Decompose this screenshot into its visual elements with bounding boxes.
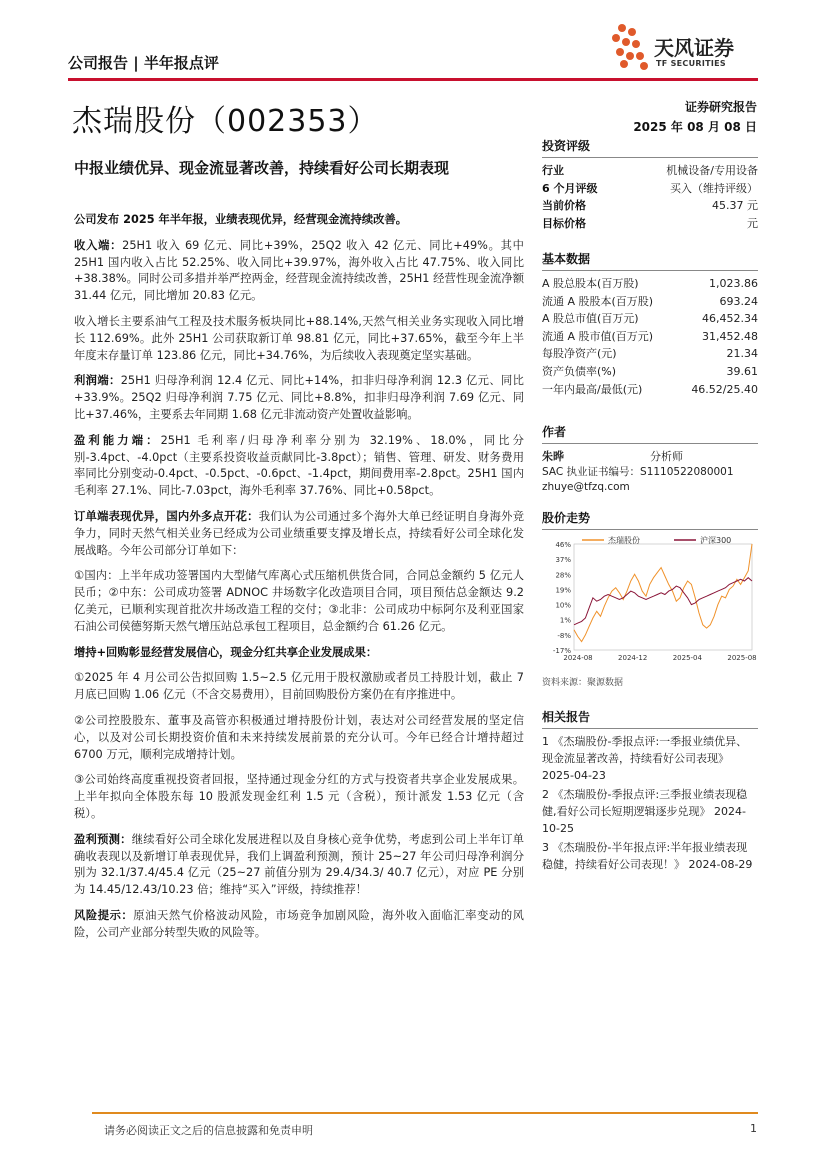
x-tick-label: 2025-04 [672,654,702,662]
y-tick-label: 28% [555,571,571,580]
author-role: 分析师 [650,450,683,463]
tf-securities-logo [610,22,760,72]
y-tick-label: 37% [555,556,571,565]
buyback-paragraph: ①2025 年 4 月公司公告拟回购 1.5~2.5 亿元用于股权激励或者员工持股计划，截止 7 月底已回购 1.06 亿元（不含交易费用），目前回购股份方案仍在有序推进中。 [74,671,524,702]
related-report-item[interactable]: 1 《杰瑞股份-季报点评:一季报业绩优异、现金流显著改善，持续看好公司表现》 2025-04-23 [542,735,748,782]
forecast-paragraph: 盈利预测：继续看好公司全球化发展进程以及自身核心竞争优势，考虑到公司上半年订单确收表现以及新增订单表现优异，我们上调盈利预测，预计 25~27 年公司归母净利润分别为 32.1/37.4/45.4 亿元（25~27 前值分别为 29.4/34.3/ 40.7 亿元），对应 PE 分别为 14.45/12.43/10.23 倍；维持“买入”评级，持续推荐！ [74,832,524,897]
report-headline: 中报业绩优异、现金流显著改善，持续看好公司长期表现 [74,159,450,177]
holding-paragraph: ②公司控股股东、董事及高管亦积极通过增持股份计划，表达对公司经营发展的坚定信心，以及对公司长期投资价值和未来持续发展前景的充分认可。今年已经合计增持超过 6700 万元，顺利完成增持计划。 [74,713,524,761]
logo-text-en: TF SECURITIES [656,59,726,68]
revenue-paragraph: 收入端：25H1 收入 69 亿元、同比+39%，25Q2 收入 42 亿元、同比+49%。其中 25H1 国内收入占比 52.25%、收入同比+39.97%，海外收入占比 47.75%、收入同比+38.38%。同时公司多措并举严控两金，经营现金流持续改善，25H1 经营性现金流净额 31.44 亿元，同比增加 20.83 亿元。 [74,238,524,303]
basic-data-row: A 股总股本(百万股) 1,023.86 [542,277,758,290]
chart-frame [574,544,752,650]
header-divider [68,78,758,81]
rating-row: 行业 机械设备/专用设备 [542,164,758,177]
y-tick-label: -17% [552,647,571,655]
footer-disclaimer: 请务必阅读正文之后的信息披露和免责申明 [104,1124,313,1137]
series-line-0 [574,544,752,642]
stock-price-chart [542,534,758,670]
logo-text-cn: 天风证券 [654,36,734,60]
revenue-detail-paragraph: 收入增长主要系油气工程及技术服务板块同比+88.14%,天然气相关业务实现收入同比增长 112.69%。此外 25H1 公司获取新订单 98.81 亿元，同比+37.65%，截至今年上半年度末存量订单 123.86 亿元，同比+34.76%，为后续收入表现奠定坚实基础。 [74,314,524,362]
related-reports-section [542,708,758,875]
rating-section [542,137,758,232]
basic-data-section [542,250,758,398]
orders-detail-paragraph: ①国内：上半年成功签署国内大型储气库离心式压缩机供货合同，合同总金额约 5 亿元人民币；②中东：公司成功签署 ADNOC 井场数字化改造项目合同，项目预估总金额达 9.2 亿美元，已顺利实现首批次井场改造工程的交付；③北非：公司成功中标阿尔及利亚国家石油公司侯德努斯天然气增压站总承包工程项目，总金额约合 61.26 亿元。 [74,569,524,633]
x-tick-label: 2024-08 [563,654,593,662]
legend-label-0: 杰瑞股份 [608,536,640,545]
x-tick-label: 2024-12 [618,654,648,662]
intro-paragraph: 公司发布 2025 年半年报，业绩表现优异，经营现金流持续改善。 [74,213,408,226]
basic-data-row: 资产负债率(%) 39.61 [542,364,758,378]
y-tick-label: 10% [555,601,571,610]
buyback-heading: 增持+回购彰显经营发展信心，现金分红共享企业发展成果： [74,645,378,659]
author-row [542,448,758,465]
author-title: 作者 [542,423,758,444]
main-body [74,212,524,950]
report-type: 证券研究报告 [684,100,757,114]
dividend-paragraph: ③公司始终高度重视投资者回报，坚持通过现金分红的方式与投资者共享企业发展成果。上半年拟向全体股东每 10 股派发现金红利 1.5 元（含税），预计派发 1.53 亿元（含税）。 [74,773,524,820]
y-tick-label: 19% [555,586,571,595]
logo-mark-icon [610,22,652,70]
series-line-1 [574,578,752,625]
basic-data-row: 流通 A 股股本(百万股) 693.24 [542,294,758,308]
basic-data-row: 每股净资产(元) 21.34 [542,347,758,361]
x-tick-label: 2025-08 [727,654,757,662]
author-cert: SAC 执业证书编号：S1110522080001 [542,466,734,478]
basic-data-row: 流通 A 股市值(百万元) 31,452.48 [542,329,758,343]
chart-source: 资料来源：聚源数据 [542,678,624,688]
company-title: 杰瑞股份（002353） [72,104,379,139]
rating-row: 当前价格 45.37 元 [542,199,758,213]
related-report-item[interactable]: 2 《杰瑞股份-季报点评:三季报业绩表现稳健,看好公司长短期逻辑逐步兑现》 2024-10-25 [542,788,748,835]
related-reports-title: 相关报告 [542,708,758,729]
risk-paragraph: 风险提示：原油天然气价格波动风险，市场竞争加剧风险，海外收入面临汇率变动的风险，公司产业部分转型失败的风险等。 [74,908,524,939]
profit-paragraph: 利润端：25H1 归母净利润 12.4 亿元、同比+14%，扣非归母净利润 12.3 亿元、同比+33.9%。25Q2 归母净利润 7.75 亿元、同比+8.8%，扣非归母净利润 7.69 亿元、同比+37.46%，主要系去年同期 1.68 亿元非流动资产处置收益影响。 [74,374,524,421]
basic-data-row: 一年内最高/最低(元) 46.52/25.40 [542,382,758,396]
author-email[interactable]: zhuye@tfzq.com [542,481,630,493]
page-number: 1 [750,1122,757,1135]
rating-row: 6 个月评级 买入（维持评级） [542,181,758,195]
y-tick-label: 1% [559,616,571,625]
legend-label-1: 沪深300 [700,536,732,545]
footer-divider [92,1112,758,1114]
y-tick-label: 46% [555,541,571,549]
stock-chart-section [542,509,758,688]
basic-data-title: 基本数据 [542,250,758,271]
stock-chart-title: 股价走势 [542,509,758,530]
rating-row: 目标价格 元 [542,216,758,230]
related-report-item[interactable]: 3 《杰瑞股份-半年报点评:半年报业绩表现稳健，持续看好公司表现！》 2024-08-29 [542,841,753,871]
orders-paragraph: 订单端表现优异，国内外多点开花：我们认为公司通过多个海外大单已经证明自身海外竞争力，同时天然气相关业务已经成为公司业绩重要支撑及增长点，持续看好公司全球化发展战略。今年公司部分订单如下： [74,509,524,557]
margin-paragraph: 盈利能力端：25H1 毛利率/归母净利率分别为 32.19%、18.0%，同比分别-3.4pct、-4.0pct（主要系投资收益贡献同比-3.8pct）；销售、管理、研发、财务费用率同比分别变动-0.4pct、-0.5pct、-0.6pct、-1.4pct，期间费用率-2.8pct。25H1 国内毛利率 27.1%、同比-7.03pct，海外毛利率 37.76%、同比+0.58pct。 [74,433,524,498]
y-tick-label: -8% [557,631,571,640]
basic-data-row: A 股总市值(百万元) 46,452.34 [542,312,758,326]
report-category: 公司报告 | 半年报点评 [68,54,219,72]
author-section [542,423,758,495]
report-date: 2025 年 08 月 08 日 [633,120,757,134]
author-name: 朱晔 [542,450,564,463]
rating-title: 投资评级 [542,137,758,158]
